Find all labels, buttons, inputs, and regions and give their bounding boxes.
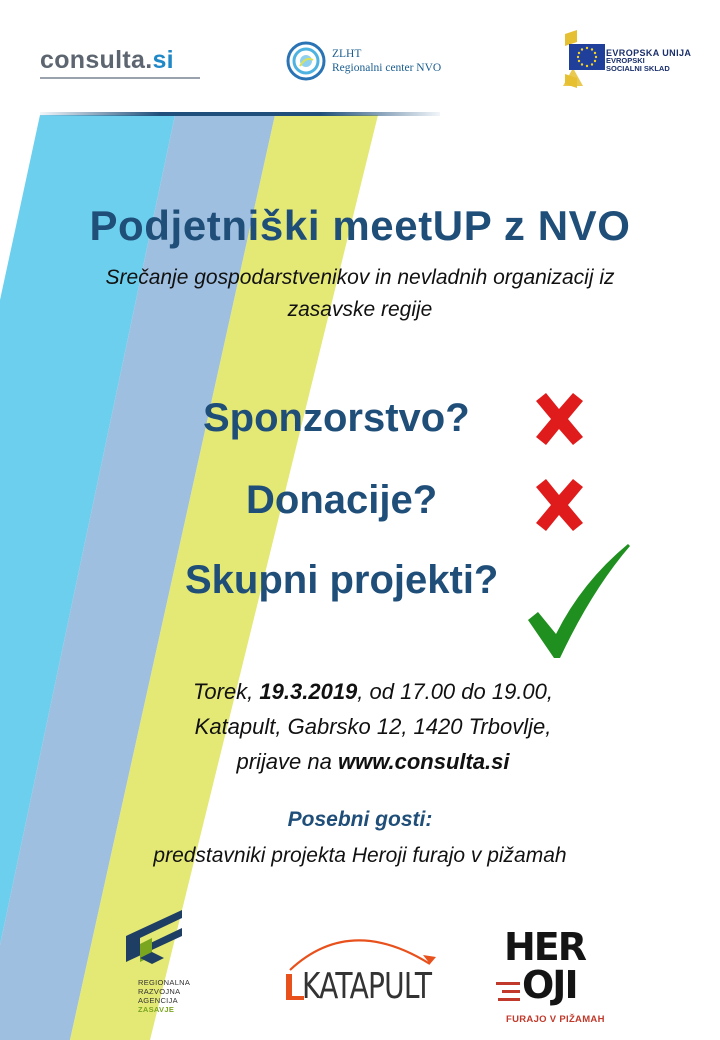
header-rule bbox=[40, 112, 440, 116]
eu-logo-line3: SOCIALNI SKLAD bbox=[606, 64, 670, 73]
rra-line-4: ZASAVJE bbox=[138, 1005, 175, 1014]
subtitle bbox=[0, 262, 720, 326]
registration-label: prijave na bbox=[236, 749, 338, 774]
event-time: , od 17.00 do 19.00, bbox=[357, 679, 554, 704]
rra-line-2: RAZVOJNA bbox=[138, 987, 181, 996]
heroji-word-2: OJI bbox=[522, 963, 577, 1007]
heroji-word-1: HER bbox=[504, 925, 586, 969]
subtitle-line-1: Srečanje gospodarstvenikov in nevladnih organizacij iz bbox=[105, 266, 615, 289]
eu-logo bbox=[563, 28, 713, 90]
event-date: 19.3.2019 bbox=[259, 679, 358, 704]
event-day: Torek, bbox=[192, 679, 260, 704]
eu-logo-text bbox=[606, 49, 691, 73]
speed-lines-icon bbox=[494, 978, 524, 1004]
guests-text: predstavniki projekta Heroji furajo v pižamah bbox=[153, 844, 567, 867]
eu-logo-line2: EVROPSKI bbox=[606, 56, 645, 65]
consulta-logo-main: consulta. bbox=[40, 46, 153, 74]
page-title: Podjetniški meetUP z NVO bbox=[89, 202, 631, 249]
registration-website: www.consulta.si bbox=[337, 749, 510, 774]
event-date-time bbox=[0, 674, 720, 709]
rra-line-3: AGENCIJA bbox=[138, 996, 178, 1005]
rra-line-1: REGIONALNA bbox=[138, 978, 191, 987]
consulta-logo bbox=[40, 46, 174, 75]
heroji-logo bbox=[492, 925, 612, 1028]
katapult-logo bbox=[280, 924, 440, 1014]
katapult-wordmark: KATAPULT bbox=[302, 966, 432, 1007]
rra-logo-text bbox=[138, 978, 190, 1014]
cross-icon bbox=[530, 477, 588, 533]
zlht-logo-title: ZLHT bbox=[332, 48, 362, 60]
zlht-logo-subtitle: Regionalni center NVO bbox=[332, 62, 442, 74]
checkmark-icon bbox=[526, 542, 632, 662]
consulta-logo-accent: si bbox=[152, 46, 174, 74]
question-skupni-projekti: Skupni projekti? bbox=[185, 558, 499, 602]
event-details bbox=[0, 674, 720, 779]
question-donacije: Donacije? bbox=[246, 478, 438, 522]
event-registration bbox=[0, 744, 720, 779]
rra-zasavje-logo bbox=[122, 908, 192, 1020]
question-sponzorstvo: Sponzorstvo? bbox=[203, 396, 470, 440]
eu-flag-icon bbox=[563, 28, 607, 90]
cross-icon bbox=[530, 391, 588, 447]
heroji-tagline: FURAJO V PIŽAMAH bbox=[506, 1014, 605, 1025]
rra-logo-icon bbox=[122, 908, 184, 976]
zlht-circle-icon bbox=[286, 38, 326, 84]
zlht-logo bbox=[286, 38, 441, 84]
subtitle-line-2: zasavske regije bbox=[287, 298, 433, 321]
eu-logo-line1: EVROPSKA UNIJA bbox=[606, 48, 692, 58]
consulta-logo-underline bbox=[40, 77, 200, 79]
zlht-logo-text bbox=[332, 47, 441, 75]
guests-heading: Posebni gosti: bbox=[287, 808, 433, 831]
event-location: Katapult, Gabrsko 12, 1420 Trbovlje, bbox=[194, 714, 552, 739]
